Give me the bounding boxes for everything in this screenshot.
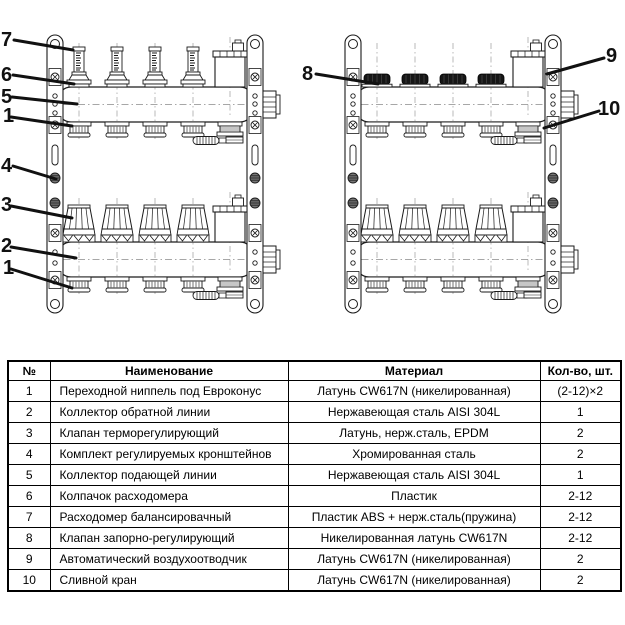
cell-qty: 1 <box>540 402 621 423</box>
cell-no: 6 <box>8 486 50 507</box>
cell-material: Латунь CW617N (никелированная) <box>288 570 540 592</box>
supply-manifold-body <box>347 87 559 122</box>
cell-name: Расходомер балансировачный <box>50 507 288 528</box>
cell-name: Автоматический воздухоотводчик <box>50 549 288 570</box>
return-manifold-body <box>49 242 261 277</box>
callout-9: 9 <box>606 45 618 67</box>
cell-qty: 2-12 <box>540 528 621 549</box>
cell-qty: 2-12 <box>540 486 621 507</box>
cell-no: 4 <box>8 444 50 465</box>
flow-meters <box>67 47 205 87</box>
cell-no: 3 <box>8 423 50 444</box>
cell-qty: 2-12 <box>540 507 621 528</box>
right-manifold-diagram <box>345 35 578 313</box>
table-row <box>8 507 621 528</box>
table-row <box>8 423 621 444</box>
callout-4: 4 <box>1 155 13 177</box>
table-header-row <box>8 361 621 381</box>
callout-5: 5 <box>1 86 13 108</box>
callout-8: 8 <box>302 63 314 85</box>
cell-no: 7 <box>8 507 50 528</box>
table-row <box>8 570 621 592</box>
cell-material: Нержавеющая сталь AISI 304L <box>288 402 540 423</box>
cell-name: Клапан запорно-регулирующий <box>50 528 288 549</box>
cell-material: Латунь CW617N (никелированная) <box>288 381 540 402</box>
table-row <box>8 486 621 507</box>
cell-no: 9 <box>8 549 50 570</box>
cell-no: 1 <box>8 381 50 402</box>
shutoff-valve-caps <box>362 74 506 87</box>
cell-name: Коллектор подающей линии <box>50 465 288 486</box>
callout-2: 2 <box>1 235 13 257</box>
cell-material: Хромированная сталь <box>288 444 540 465</box>
supply-manifold-body <box>49 87 261 122</box>
callout-3: 3 <box>1 194 13 216</box>
header-no: № <box>8 361 50 381</box>
left-bracket <box>47 35 63 313</box>
cell-material: Латунь CW617N (никелированная) <box>288 549 540 570</box>
cell-qty: 2 <box>540 423 621 444</box>
cell-name: Колпачок расходомера <box>50 486 288 507</box>
right-bracket <box>247 35 263 313</box>
cell-name: Сливной кран <box>50 570 288 592</box>
cell-material: Пластик ABS + нерж.сталь(пружина) <box>288 507 540 528</box>
callout-1b: 1 <box>3 257 15 279</box>
table-row <box>8 402 621 423</box>
cell-material: Пластик <box>288 486 540 507</box>
callout-6: 6 <box>1 64 13 86</box>
cell-no: 10 <box>8 570 50 592</box>
cell-material: Никелированная латунь CW617N <box>288 528 540 549</box>
cell-no: 8 <box>8 528 50 549</box>
cell-material: Латунь, нерж.сталь, EPDM <box>288 423 540 444</box>
thermo-valves <box>63 205 209 242</box>
left-bracket <box>345 35 361 313</box>
callout-10: 10 <box>598 98 621 120</box>
thermo-valves <box>361 205 507 242</box>
table-row <box>8 528 621 549</box>
header-name: Наименование <box>50 361 288 381</box>
table-row <box>8 465 621 486</box>
cell-no: 2 <box>8 402 50 423</box>
cell-no: 5 <box>8 465 50 486</box>
callout-7: 7 <box>1 29 13 51</box>
callout-1a: 1 <box>3 105 15 127</box>
cell-qty: 1 <box>540 465 621 486</box>
cell-name: Переходной ниппель под Евроконус <box>50 381 288 402</box>
cell-qty: 2 <box>540 570 621 592</box>
table-row <box>8 381 621 402</box>
return-manifold-body <box>347 242 559 277</box>
table-row <box>8 444 621 465</box>
cell-name: Клапан терморегулирующий <box>50 423 288 444</box>
cell-qty: (2-12)×2 <box>540 381 621 402</box>
right-bracket <box>545 35 561 313</box>
cell-name: Комплект регулируемых кронштейнов <box>50 444 288 465</box>
parts-table <box>7 360 622 592</box>
table-row <box>8 549 621 570</box>
cell-qty: 2 <box>540 444 621 465</box>
header-qty: Кол-во, шт. <box>540 361 621 381</box>
header-material: Материал <box>288 361 540 381</box>
cell-material: Нержавеющая сталь AISI 304L <box>288 465 540 486</box>
left-manifold-diagram <box>47 35 280 313</box>
cell-qty: 2 <box>540 549 621 570</box>
cell-name: Коллектор обратной линии <box>50 402 288 423</box>
